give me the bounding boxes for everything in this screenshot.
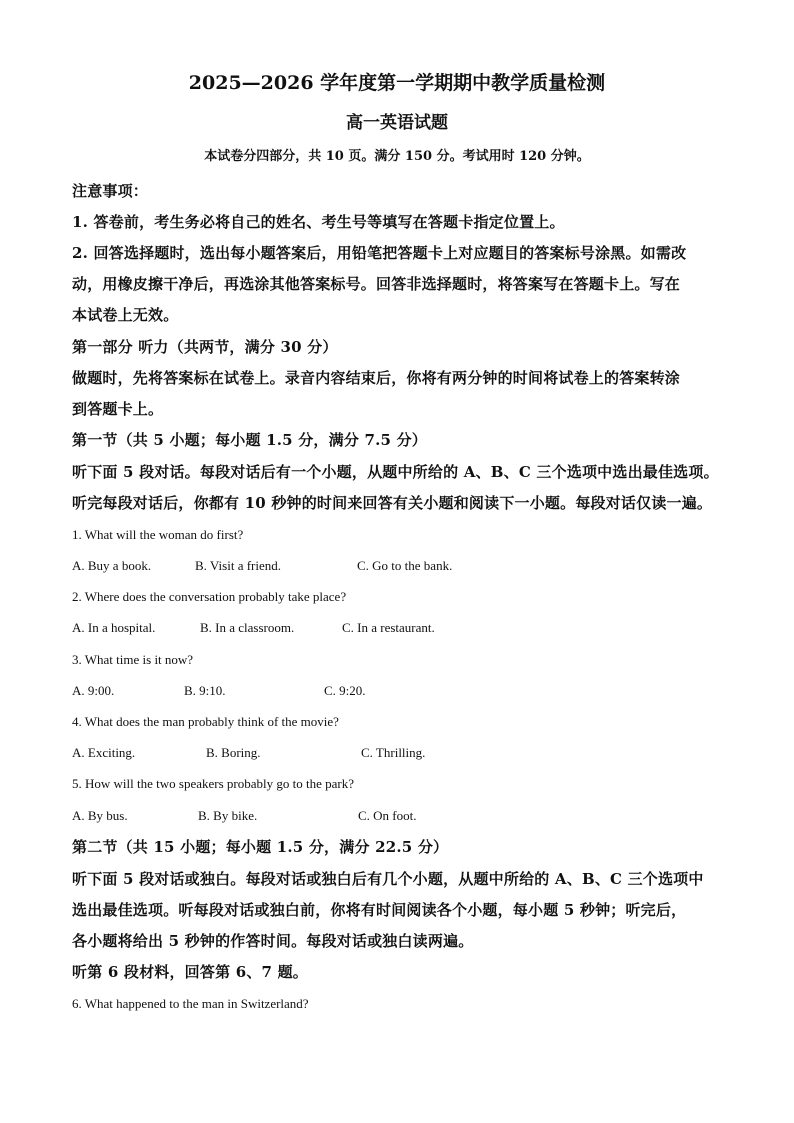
question-2-option-a: A. In a hospital. bbox=[72, 620, 156, 635]
question-3-option-b: B. 9:10. bbox=[184, 683, 226, 698]
question-2-option-b: B. In a classroom. bbox=[200, 620, 295, 635]
question-2-option-c: C. In a restaurant. bbox=[342, 620, 435, 635]
question-3-option-a: A. 9:00. bbox=[72, 683, 115, 698]
exam-subject: 高一英语试题 bbox=[346, 113, 448, 133]
notes-item-2-line-3: 本试卷上无效。 bbox=[72, 306, 179, 324]
notes-item-2-line-1: 2. 回答选择题时，选出每小题答案后，用铅笔把答题卡上对应题目的答案标号涂黑。如需改 bbox=[72, 244, 687, 262]
question-5-option-b: B. By bike. bbox=[198, 808, 258, 823]
question-5-option-a: A. By bus. bbox=[72, 808, 128, 823]
question-1-option-c: C. Go to the bank. bbox=[357, 558, 453, 573]
question-1-option-a: A. Buy a book. bbox=[72, 558, 152, 573]
question-3-option-c: C. 9:20. bbox=[324, 683, 366, 698]
question-4-option-a: A. Exciting. bbox=[72, 745, 136, 760]
section2-intro-line-1: 听下面 5 段对话或独白。每段对话或独白后有几个小题，从题中所给的 A、B、C 三个选项中 bbox=[72, 870, 704, 888]
question-5: 5. How will the two speakers probably go to the park? bbox=[72, 776, 354, 791]
part1-intro-line-1: 做题时，先将答案标在试卷上。录音内容结束后，你将有两分钟的时间将试卷上的答案转涂 bbox=[72, 369, 681, 387]
section1-intro-line-1: 听下面 5 段对话。每段对话后有一个小题，从题中所给的 A、B、C 三个选项中选出最佳选项。 bbox=[72, 463, 719, 481]
notes-item-1: 1. 答卷前，考生务必将自己的姓名、考生号等填写在答题卡指定位置上。 bbox=[72, 213, 565, 231]
section2-intro-line-3: 各小题将给出 5 秒钟的作答时间。每段对话或独白读两遍。 bbox=[72, 932, 474, 950]
question-3: 3. What time is it now? bbox=[72, 652, 194, 667]
question-1: 1. What will the woman do first? bbox=[72, 527, 244, 542]
notes-heading: 注意事项： bbox=[72, 182, 149, 200]
material-6-instruction: 听第 6 段材料，回答第 6、7 题。 bbox=[72, 963, 309, 981]
question-4-option-b: B. Boring. bbox=[206, 745, 261, 760]
part1-intro-line-2: 到答题卡上。 bbox=[72, 400, 164, 418]
part1-heading: 第一部分 听力（共两节，满分 30 分） bbox=[72, 338, 338, 356]
question-2: 2. Where does the conversation probably take place? bbox=[72, 589, 347, 604]
question-6: 6. What happened to the man in Switzerland? bbox=[72, 996, 309, 1011]
exam-info: 本试卷分四部分，共 10 页。满分 150 分。考试用时 120 分钟。 bbox=[204, 149, 590, 164]
section1-intro-line-2: 听完每段对话后，你都有 10 秒钟的时间来回答有关小题和阅读下一小题。每段对话仅读一遍。 bbox=[72, 494, 713, 512]
question-1-option-b: B. Visit a friend. bbox=[195, 558, 281, 573]
exam-title: 2025—2026 学年度第一学期期中教学质量检测 bbox=[188, 72, 606, 94]
section2-intro-line-2: 选出最佳选项。听每段对话或独白前，你将有时间阅读各个小题，每小题 5 秒钟；听完后， bbox=[72, 901, 687, 919]
notes-item-2-line-2: 动，用橡皮擦干净后，再选涂其他答案标号。回答非选择题时，将答案写在答题卡上。写在 bbox=[72, 275, 681, 293]
question-4-option-c: C. Thrilling. bbox=[361, 745, 426, 760]
section2-heading: 第二节（共 15 小题；每小题 1.5 分，满分 22.5 分） bbox=[72, 838, 449, 856]
question-4: 4. What does the man probably think of the movie? bbox=[72, 714, 339, 729]
section1-heading: 第一节（共 5 小题；每小题 1.5 分，满分 7.5 分） bbox=[72, 431, 427, 449]
question-5-option-c: C. On foot. bbox=[358, 808, 417, 823]
